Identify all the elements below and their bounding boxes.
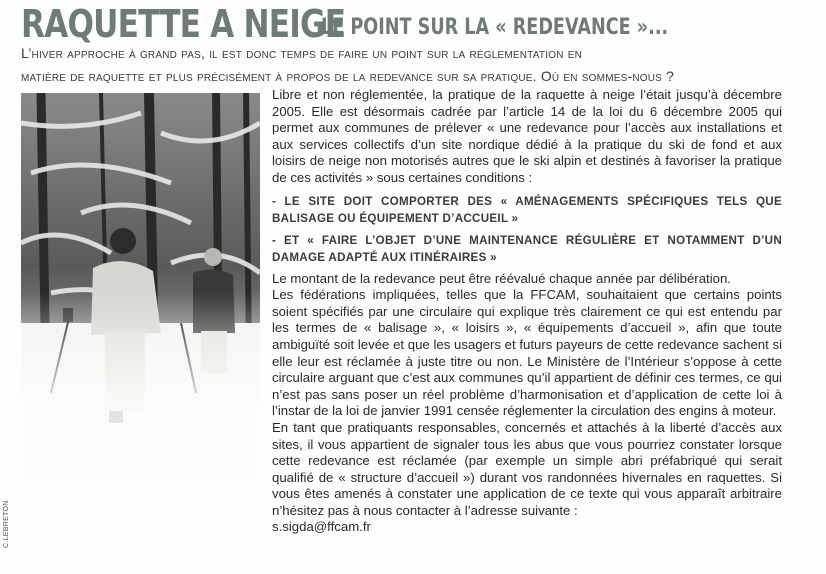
photo-image	[21, 93, 260, 503]
paragraph-montant: Le montant de la redevance peut être réévalué chaque année par délibération.	[272, 270, 731, 286]
paragraph-intro: Libre et non réglementée, la pratique de la raquette à neige l’était jusqu’à décembre 2005. Elle est désormais cadrée par l’article 14 de la loi du 6 décembre 2005 qui permet aux communes de prélever « une redevance pour l’accès aux installations et aux services collectifs d’un site nordique dédié à la pratique du ski de fond et aux loisirs de neige non motorisés autres que le ski alpin et destinés à favoriser la pratique de ces activités » sous certaines conditions :	[272, 87, 782, 185]
condition-1: - LE SITE DOIT COMPORTER DES « AMÉNAGEMENTS SPÉCIFIQUES TELS QUE BALISAGE OU ÉQUIPEMENT D’ACCUEIL »	[272, 194, 782, 225]
article-title	[21, 2, 669, 46]
contact-email[interactable]: s.sigda@ffcam.fr	[272, 519, 371, 535]
lead-line-2: matière de raquette et plus précisément à propos de la redevance sur sa pratique. Où en sommes-nous ?	[21, 68, 675, 84]
snowshoe-photo	[21, 93, 260, 503]
title-main: RAQUETTE A NEIGE	[21, 2, 346, 46]
snow-fade	[21, 293, 260, 503]
paragraph-federations: Les fédérations impliquées, telles que la FFCAM, souhaitaient que certains points soient spécifiés par une circulaire qui explique très clairement ce qui est entendu par les termes de « balisage », « loisirs », « équipements d’accueil », afin que toute ambiguïté soit levée et que les usagers et futurs payeurs de cette redevance sachent si elle leur est réclamée à juste titre ou non. Le Ministère de l’Intérieur s’oppose à cette circulaire arguant que c’est aux communes qu’il appartient de définir ces termes, ce qui n’est pas sans poser un réel problème d’harmonisation et d’application de cette loi à l’instar de la loi de janvier 1991 censée réglementer la circulation des engins à moteur.	[272, 287, 782, 419]
title-subtitle: LE POINT SUR LA « REDEVANCE »...	[321, 15, 669, 40]
condition-2: - ET « FAIRE L’OBJET D’UNE MAINTENANCE RÉGULIÈRE ET NOTAMMENT D’UN DAMAGE ADAPTÉ AUX ITINÉRAIRES »	[272, 233, 782, 264]
paragraph-pratiquants: En tant que pratiquants responsables, concernés et attachés à la liberté d’accès aux sites, il vous appartient de signaler tous les abus que vous pourriez constater lorsque cette redevance est réclamée (par exemple un simple abri préfabriqué qui serait qualifié de « structure d’accueil ») durant vos randonnées hivernales en raquettes. Si vous êtes amenés à constater une application de ce texte qui vous apparaît arbitraire n’hésitez pas à nous contacter à l’adresse suivante :	[272, 419, 782, 518]
lead-paragraph	[21, 42, 801, 88]
lead-line-1: L’hiver approche à grand pas, il est donc temps de faire un point sur la réglementation en	[21, 45, 582, 61]
article-body	[272, 87, 782, 536]
photo-credit: C.LEBRETON	[3, 500, 10, 548]
